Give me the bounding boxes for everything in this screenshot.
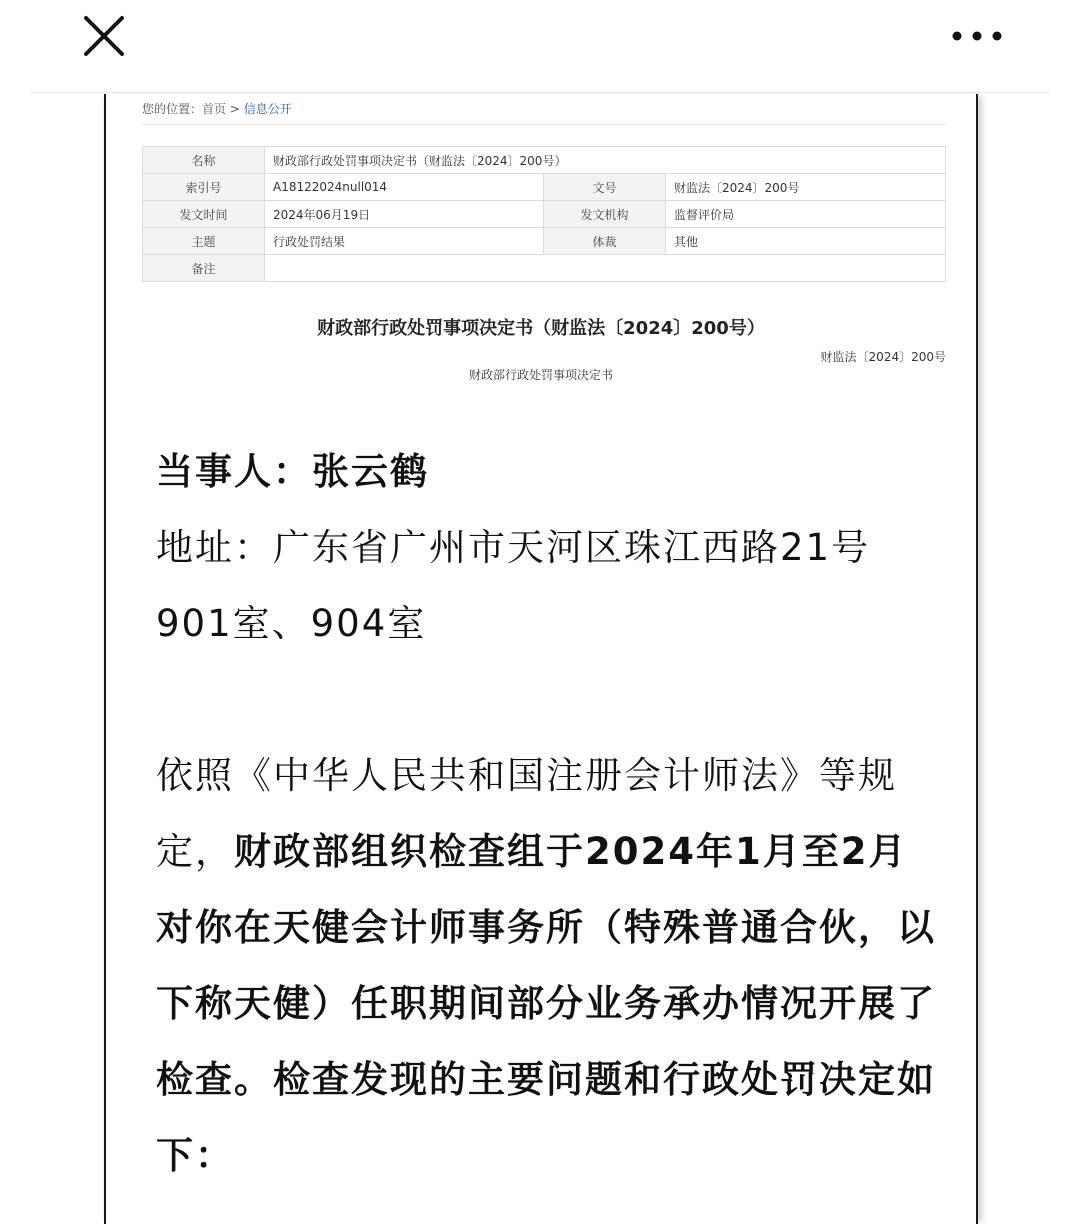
doc-no-label: 文号	[544, 174, 666, 201]
issuer-label: 发文机构	[544, 201, 666, 228]
top-bar	[0, 0, 1080, 94]
document-number: 财监法〔2024〕200号	[820, 350, 946, 364]
remark-label: 备注	[143, 255, 265, 282]
close-icon	[78, 10, 130, 62]
document-title: 财政部行政处罚事项决定书（财监法〔2024〕200号）	[317, 318, 765, 339]
index-value: A18122024null014	[265, 174, 544, 201]
date-value: 2024年06月19日	[265, 201, 544, 228]
genre-label: 体裁	[544, 228, 666, 255]
topic-value: 行政处罚结果	[265, 228, 544, 255]
genre-value: 其他	[666, 228, 946, 255]
document-subtitle: 财政部行政处罚事项决定书	[468, 368, 613, 382]
breadcrumb-divider	[142, 124, 946, 125]
address-line-2: 901室、904室	[156, 602, 427, 645]
more-icon	[948, 20, 1006, 52]
name-value: 财政部行政处罚事项决定书（财监法〔2024〕200号）	[265, 147, 946, 174]
breadcrumb-current-link[interactable]: 信息公开	[243, 102, 292, 116]
index-label: 索引号	[143, 174, 265, 201]
topic-label: 主题	[143, 228, 265, 255]
name-label: 名称	[143, 147, 265, 174]
breadcrumb-separator: >	[226, 102, 244, 116]
address-line-1: 地址：广东省广州市天河区珠江西路21号	[156, 526, 871, 569]
breadcrumb-prefix: 您的位置：	[142, 102, 203, 116]
table-row	[143, 228, 946, 255]
top-bar-divider	[30, 92, 1050, 93]
more-button[interactable]	[948, 20, 1006, 52]
remark-value	[265, 255, 946, 282]
close-button[interactable]	[78, 10, 130, 62]
breadcrumb-home-link[interactable]: 首页	[202, 102, 227, 116]
document-screenshot	[104, 94, 978, 1224]
table-row	[143, 174, 946, 201]
paragraph-normal-text: 依照《中华人民共和国注册会计师法》等规定，	[156, 754, 897, 873]
issuer-value: 监督评价局	[666, 201, 946, 228]
table-row	[143, 255, 946, 282]
party-name: 当事人：张云鹤	[156, 450, 429, 493]
table-row	[143, 147, 946, 174]
doc-no-value: 财监法〔2024〕200号	[666, 174, 946, 201]
metadata-table	[142, 146, 946, 282]
table-row	[143, 201, 946, 228]
decision-paragraph	[156, 738, 946, 1194]
paragraph-bold-text: 财政部组织检查组于2024年1月至2月对你在天健会计师事务所（特殊普通合伙，以下称天健）任职期间部分业务承办情况开展了检查。检查发现的主要问题和行政处罚决定如下：	[156, 830, 936, 1177]
date-label: 发文时间	[143, 201, 265, 228]
breadcrumb	[142, 100, 292, 117]
party-address	[156, 510, 946, 662]
